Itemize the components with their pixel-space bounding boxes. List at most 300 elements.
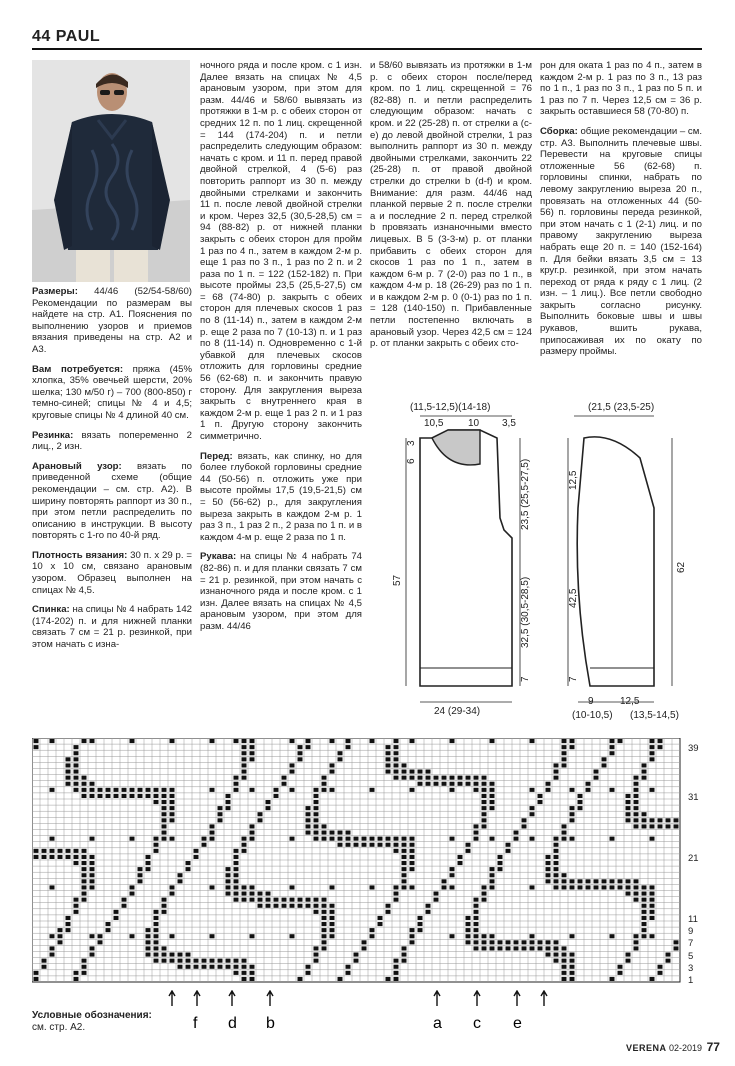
stitch-cell [394, 885, 399, 889]
stitch-cell [586, 782, 591, 786]
stitch-cell [562, 977, 567, 981]
stitch-cell [306, 898, 311, 902]
stitch-cell [442, 879, 447, 883]
dim-sleeve-bottom-sizes-left: (10-10,5) [572, 710, 613, 721]
stitch-cell [186, 953, 191, 957]
stitch-cell [546, 879, 551, 883]
stitch-cell [450, 788, 455, 792]
chart-row-number: 9 [688, 926, 694, 938]
paragraph-aran-pattern: Арановый узор: вязать по приведенной схеме (общие рекомендации – см. стр. А2). В ширину повторять раппорт из 30 п., при этом петли распределить по описанию в инструкции. В высоту повторять с 1-го по 40-й ряд. [32, 460, 192, 542]
stitch-cell [162, 818, 167, 822]
stitch-cell [642, 898, 647, 902]
stitch-cell [330, 770, 335, 774]
stitch-cell [234, 873, 239, 877]
stitch-cell [546, 953, 551, 957]
stitch-cell [474, 934, 479, 938]
stitch-cell [402, 849, 407, 853]
stitch-cell [402, 867, 407, 871]
stitch-cell [490, 885, 495, 889]
stitch-cell [634, 940, 639, 944]
stitch-cell [426, 776, 431, 780]
stitch-cell [466, 928, 471, 932]
stitch-cell [250, 739, 255, 743]
stitch-cell [258, 818, 263, 822]
stitch-cell [546, 855, 551, 859]
stitch-cell [386, 757, 391, 761]
stitch-cell [154, 922, 159, 926]
stitch-cell [674, 824, 679, 828]
stitch-cell [314, 818, 319, 822]
stitch-cell [410, 867, 415, 871]
stitch-cell [162, 800, 167, 804]
stitch-cell [186, 861, 191, 865]
stitch-cell [442, 776, 447, 780]
stitch-cell [410, 940, 415, 944]
page-footer [626, 1040, 720, 1054]
stitch-cell [474, 928, 479, 932]
stitch-cell [290, 763, 295, 767]
stitch-cell [650, 885, 655, 889]
stitch-cell [210, 934, 215, 938]
stitch-cell [314, 959, 319, 963]
stitch-cell [130, 837, 135, 841]
stitch-cell [210, 788, 215, 792]
stitch-cell [170, 788, 175, 792]
stitch-cell [298, 745, 303, 749]
stitch-cell [410, 776, 415, 780]
stitch-cell [146, 867, 151, 871]
stitch-cell [322, 788, 327, 792]
dim-sleeve-bottom-left: 9 [588, 696, 594, 707]
stitch-cell [634, 885, 639, 889]
stitch-cell [194, 849, 199, 853]
stitch-cell [626, 812, 631, 816]
stitch-cell [474, 922, 479, 926]
stitch-cell [562, 763, 567, 767]
stitch-cell [458, 861, 463, 865]
stitch-cell [434, 776, 439, 780]
stitch-cell [82, 885, 87, 889]
stitch-cell [378, 916, 383, 920]
stitch-cell [370, 885, 375, 889]
stitch-cell [658, 971, 663, 975]
stitch-cell [234, 776, 239, 780]
stitch-cell [322, 776, 327, 780]
stitch-cell [274, 794, 279, 798]
stitch-cell [114, 910, 119, 914]
stitch-cell [450, 782, 455, 786]
stitch-cell [442, 885, 447, 889]
stitch-cell [218, 806, 223, 810]
stitch-cell [298, 977, 303, 981]
stitch-cell [338, 757, 343, 761]
stitch-cell [490, 794, 495, 798]
stitch-cell [482, 788, 487, 792]
stitch-cell [466, 922, 471, 926]
stitch-cell [66, 776, 71, 780]
stitch-cell [410, 928, 415, 932]
stitch-cell [530, 885, 535, 889]
stitch-cell [82, 873, 87, 877]
stitch-cell [314, 806, 319, 810]
stitch-cell [466, 776, 471, 780]
stitch-cell [242, 739, 247, 743]
stitch-cell [394, 843, 399, 847]
stitch-cell [138, 867, 143, 871]
stitch-cell [482, 794, 487, 798]
stitch-cell [218, 812, 223, 816]
issue-number: 02-2019 [669, 1043, 703, 1053]
stitch-cell [146, 953, 151, 957]
stitch-cell [242, 892, 247, 896]
stitch-cell [394, 776, 399, 780]
stitch-cell [322, 831, 327, 835]
stitch-cell [458, 855, 463, 859]
stitch-cell [130, 794, 135, 798]
stitch-cell [314, 837, 319, 841]
stitch-cell [402, 763, 407, 767]
stitch-cell [234, 965, 239, 969]
stitch-cell [34, 855, 39, 859]
stitch-cell [450, 873, 455, 877]
stitch-cell [410, 855, 415, 859]
stitch-cell [658, 818, 663, 822]
stitch-cell [634, 934, 639, 938]
dim-top: (11,5-12,5)(14-18) [410, 402, 491, 413]
stitch-cell [450, 934, 455, 938]
stitch-cell [562, 885, 567, 889]
stitch-cell [50, 885, 55, 889]
stitch-cell [74, 745, 79, 749]
stitch-cell [642, 776, 647, 780]
stitch-cell [90, 794, 95, 798]
stitch-cell [82, 971, 87, 975]
aran-chart [32, 738, 684, 993]
stitch-cell [490, 873, 495, 877]
stitch-cell [146, 861, 151, 865]
stitch-cell [322, 934, 327, 938]
stitch-cell [410, 885, 415, 889]
stitch-cell [618, 739, 623, 743]
stitch-cell [482, 812, 487, 816]
stitch-cell [354, 959, 359, 963]
stitch-cell [386, 763, 391, 767]
stitch-cell [162, 898, 167, 902]
chart-arrow [434, 991, 440, 1006]
stitch-cell [234, 959, 239, 963]
stitch-cell [386, 910, 391, 914]
stitch-cell [642, 910, 647, 914]
stitch-cell [474, 946, 479, 950]
stitch-cell [242, 965, 247, 969]
stitch-cell [634, 800, 639, 804]
stitch-cell [514, 831, 519, 835]
stitch-cell [322, 928, 327, 932]
stitch-cell [178, 953, 183, 957]
stitch-cell [82, 959, 87, 963]
stitch-cell [170, 739, 175, 743]
stitch-cell [50, 953, 55, 957]
stitch-cell [394, 739, 399, 743]
stitch-cell [410, 739, 415, 743]
stitch-cell [210, 837, 215, 841]
stitch-cell [162, 959, 167, 963]
stitch-cell [314, 904, 319, 908]
stitch-cell [370, 788, 375, 792]
stitch-cell [90, 739, 95, 743]
stitch-cell [498, 867, 503, 871]
stitch-cell [482, 800, 487, 804]
dim-sleeve-total: 62 [676, 561, 687, 573]
stitch-cell [98, 934, 103, 938]
stitch-cell [42, 849, 47, 853]
stitch-cell [306, 739, 311, 743]
stitch-cell [530, 739, 535, 743]
stitch-cell [490, 867, 495, 871]
aran-chart-grid [32, 738, 684, 988]
stitch-cell [218, 959, 223, 963]
stitch-cell [610, 739, 615, 743]
stitch-cell [394, 849, 399, 853]
stitch-cell [226, 959, 231, 963]
stitch-cell [50, 739, 55, 743]
stitch-cell [386, 770, 391, 774]
stitch-cell [170, 794, 175, 798]
stitch-cell [330, 885, 335, 889]
stitch-cell [410, 849, 415, 853]
stitch-cell [386, 745, 391, 749]
stitch-cell [418, 776, 423, 780]
stitch-cell [74, 788, 79, 792]
stitch-cell [554, 873, 559, 877]
stitch-cell [34, 739, 39, 743]
stitch-cell [474, 837, 479, 841]
stitch-cell [562, 757, 567, 761]
chart-arrow [169, 991, 175, 1006]
stitch-cell [314, 824, 319, 828]
stitch-cell [450, 885, 455, 889]
stitch-cell [474, 782, 479, 786]
stitch-cell [58, 934, 63, 938]
stitch-cell [578, 794, 583, 798]
stitch-cell [402, 855, 407, 859]
stitch-cell [650, 751, 655, 755]
stitch-cell [506, 843, 511, 847]
stitch-cell [242, 885, 247, 889]
stitch-cell [530, 837, 535, 841]
stitch-cell [266, 898, 271, 902]
stitch-cell [410, 843, 415, 847]
stitch-cell [522, 940, 527, 944]
stitch-cell [234, 885, 239, 889]
stitch-cell [482, 818, 487, 822]
stitch-cell [610, 751, 615, 755]
page-header [32, 28, 702, 50]
stitch-cell [674, 818, 679, 822]
stitch-cell [90, 953, 95, 957]
stitch-cell [226, 873, 231, 877]
pattern-title: 44 PAUL [32, 28, 101, 45]
stitch-cell [658, 824, 663, 828]
stitch-cell [146, 855, 151, 859]
stitch-cell [242, 977, 247, 981]
stitch-cell [194, 959, 199, 963]
stitch-cell [498, 855, 503, 859]
stitch-cell [442, 782, 447, 786]
stitch-cell [274, 788, 279, 792]
stitch-cell [314, 898, 319, 902]
stitch-cell [34, 849, 39, 853]
stitch-cell [250, 745, 255, 749]
stitch-cell [74, 898, 79, 902]
stitch-cell [162, 794, 167, 798]
stitch-cell [154, 788, 159, 792]
stitch-cell [210, 959, 215, 963]
stitch-cell [170, 806, 175, 810]
stitch-cell [562, 739, 567, 743]
stitch-cell [562, 953, 567, 957]
stitch-cell [650, 977, 655, 981]
stitch-cell [330, 904, 335, 908]
stitch-cell [146, 788, 151, 792]
stitch-cell [666, 953, 671, 957]
stitch-cell [562, 946, 567, 950]
stitch-cell [82, 794, 87, 798]
stitch-cell [554, 940, 559, 944]
stitch-cell [138, 794, 143, 798]
stitch-cell [618, 879, 623, 883]
stitch-cell [354, 837, 359, 841]
stitch-cell [322, 946, 327, 950]
stitch-cell [570, 818, 575, 822]
stitch-cell [170, 800, 175, 804]
chart-row-number: 1 [688, 974, 694, 986]
stitch-cell [546, 873, 551, 877]
stitch-cell [554, 867, 559, 871]
stitch-cell [474, 824, 479, 828]
stitch-cell [122, 794, 127, 798]
stitch-cell [242, 959, 247, 963]
stitch-cell [58, 849, 63, 853]
stitch-cell [322, 916, 327, 920]
stitch-cell [226, 800, 231, 804]
stitch-cell [162, 788, 167, 792]
stitch-cell [634, 946, 639, 950]
stitch-cell [66, 782, 71, 786]
stitch-cell [522, 818, 527, 822]
stitch-cell [338, 751, 343, 755]
stitch-cell [82, 739, 87, 743]
chart-row-number: 7 [688, 938, 694, 950]
stitch-cell [66, 855, 71, 859]
arrow-label: b [266, 1015, 275, 1032]
stitch-cell [330, 934, 335, 938]
paragraph-sizes: Размеры: 44/46 (52/54-58/60) Рекомендации по размерам вы найдете на стр. А1. Пояснения по выполнению узоров и приемов вязания приведены на стр. А2 и А3. [32, 286, 192, 355]
stitch-cell [266, 806, 271, 810]
stitch-cell [250, 971, 255, 975]
stitch-cell [434, 782, 439, 786]
stitch-cell [290, 788, 295, 792]
stitch-cell [66, 763, 71, 767]
schematic-diagram [392, 398, 710, 724]
stitch-cell [370, 934, 375, 938]
header-rule [32, 48, 702, 50]
stitch-cell [354, 843, 359, 847]
schematic-svg [392, 398, 710, 724]
stitch-cell [458, 776, 463, 780]
stitch-cell [226, 892, 231, 896]
stitch-cell [570, 806, 575, 810]
stitch-cell [394, 763, 399, 767]
stitch-cell [466, 934, 471, 938]
stitch-cell [322, 898, 327, 902]
stitch-cell [186, 867, 191, 871]
stitch-cell [218, 965, 223, 969]
chart-row-number: 31 [688, 791, 699, 803]
stitch-cell [242, 745, 247, 749]
stitch-cell [114, 788, 119, 792]
stitch-cell [602, 885, 607, 889]
stitch-cell [474, 898, 479, 902]
stitch-cell [522, 946, 527, 950]
stitch-cell [658, 739, 663, 743]
stitch-cell [658, 745, 663, 749]
stitch-cell [642, 904, 647, 908]
stitch-cell [370, 837, 375, 841]
dim-neck-drop: 6 [406, 458, 417, 464]
stitch-cell [258, 904, 263, 908]
stitch-cell [506, 849, 511, 853]
stitch-cell [562, 971, 567, 975]
stitch-cell [474, 776, 479, 780]
stitch-cell [450, 837, 455, 841]
text-column-3 [370, 60, 532, 358]
stitch-cell [626, 953, 631, 957]
stitch-cell [562, 879, 567, 883]
stitch-cell [314, 910, 319, 914]
dim-sleeve-cap: 12,5 [568, 470, 579, 490]
stitch-cell [90, 885, 95, 889]
dim-sleeve-top: (21,5 (23,5-25) [588, 402, 655, 413]
stitch-cell [66, 770, 71, 774]
paragraph-sleeves-cont: и 58/60 вывязать из протяжки в 1-м р. с обеих сторон после/перед кром. по 1 лиц. скрещенной = 76 (82-88) п. и петли распределить следующим образом: начать с кром. и 22 (25-28) п. от стрелки а (с-е) до левой двойной стрелки, 1 раз выполнить раппорт из 30 п. между двойными стрелками, закончить 22 (25-28) п. от правой двойной стрелки до стрелки b (d-f) и кром. Внимание: для разм. 44/46 над планкой первые 2 п. после стрелки a и последние 2 п. перед стрелкой b провязать изнаночными вместо лицевых. В 5 (3-3-м) р. от планки прибавить с обеих сторон для скосов 1 раз по 1 п., затем в каждом 6-м р. 7 (2-0) раз по 1 п., в каждом 4-м р. 18 (26-29) раз по 1 п. и в каждом 2-м р. 0 (0-1) раз по 1 п. = 128 (140-150) п. Прибавленные петли постепенно включать в арановый узор. Через 42,5 см = 124 р. от планки закрыть с обеих сто- [370, 60, 532, 350]
stitch-cell [594, 885, 599, 889]
stitch-cell [154, 934, 159, 938]
stitch-cell [74, 757, 79, 761]
stitch-cell [202, 959, 207, 963]
stitch-cell [178, 959, 183, 963]
stitch-cell [234, 861, 239, 865]
stitch-cell [634, 818, 639, 822]
stitch-cell [250, 788, 255, 792]
stitch-cell [58, 855, 63, 859]
stitch-cell [146, 928, 151, 932]
stitch-cell [210, 831, 215, 835]
stitch-cell [106, 928, 111, 932]
stitch-cell [554, 959, 559, 963]
stitch-cell [90, 788, 95, 792]
stitch-cell [562, 959, 567, 963]
stitch-cell [402, 953, 407, 957]
stitch-cell [290, 934, 295, 938]
stitch-cell [306, 818, 311, 822]
paragraph-sleeves: Рукава: на спицы № 4 набрать 74 (82-86) п. и для планки связать 7 см = 21 р. резинкой, при этом начать с изнаночного ряда и после кром. с 1 изн. Далее вязать на спицах № 4,5 арановым узором, при этом для разм. 44/46 [200, 551, 362, 632]
stitch-cell [650, 898, 655, 902]
stitch-cell [530, 946, 535, 950]
stitch-cell [330, 910, 335, 914]
stitch-cell [490, 940, 495, 944]
stitch-cell [266, 904, 271, 908]
